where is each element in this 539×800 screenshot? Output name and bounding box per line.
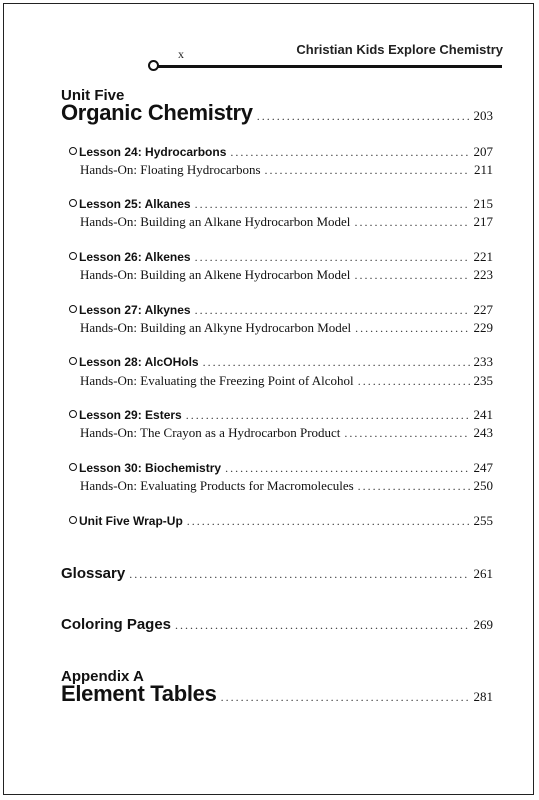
coloring-pages-entry (61, 616, 493, 633)
lesson-entry (69, 407, 493, 423)
hands-on-title: Hands-On: Evaluating the Freezing Point of Alcohol (80, 373, 354, 388)
lesson-entry (69, 196, 493, 212)
dot-leader (344, 426, 469, 441)
hands-on-entry (80, 320, 493, 336)
hands-on-entry (80, 478, 493, 494)
dot-leader (221, 690, 470, 705)
wrap-up-title: Unit Five Wrap-Up (79, 514, 183, 528)
appendix-label: Appendix A (61, 668, 144, 685)
dot-leader (355, 321, 469, 336)
unit-title-entry (61, 100, 493, 126)
dot-leader (354, 215, 469, 230)
hands-on-title: Hands-On: Evaluating Products for Macromolecules (80, 478, 354, 493)
hands-on-page: 235 (473, 373, 493, 388)
hands-on-page: 243 (473, 425, 493, 440)
glossary-page: 261 (473, 566, 493, 581)
dot-leader (225, 461, 469, 476)
lesson-entry (69, 302, 493, 318)
lesson-page: 207 (473, 144, 493, 159)
lesson-title: Lesson 30: Biochemistry (79, 461, 222, 475)
hands-on-title: Hands-On: The Crayon as a Hydrocarbon Product (80, 425, 341, 440)
hands-on-entry (80, 267, 493, 283)
hands-on-page: 223 (473, 267, 493, 282)
dot-leader (195, 303, 470, 318)
page-number: x (178, 47, 184, 61)
lesson-page: 227 (473, 302, 493, 317)
book-page (3, 3, 534, 795)
appendix-title-entry (61, 681, 493, 707)
dot-leader (257, 109, 470, 124)
hands-on-entry (80, 425, 493, 441)
dot-leader (187, 514, 470, 529)
hands-on-page: 217 (473, 214, 493, 229)
lesson-page: 241 (473, 407, 493, 422)
lesson-title: Lesson 27: Alkynes (79, 303, 191, 317)
wrap-up-entry (69, 513, 493, 529)
dot-leader (354, 268, 469, 283)
hands-on-page: 211 (473, 162, 493, 177)
unit-label: Unit Five (61, 87, 125, 104)
coloring-pages-page: 269 (473, 617, 493, 632)
hands-on-entry (80, 373, 493, 389)
hands-on-title: Hands-On: Building an Alkane Hydrocarbon Model (80, 214, 351, 229)
appendix-page: 281 (473, 689, 493, 704)
hands-on-entry (80, 214, 493, 230)
lesson-title: Lesson 28: AlcOHols (79, 355, 199, 369)
hands-on-title: Hands-On: Building an Alkyne Hydrocarbon Model (80, 320, 352, 335)
hands-on-page: 229 (473, 320, 493, 335)
ring-bullet-icon (69, 199, 77, 207)
ring-bullet-icon (69, 463, 77, 471)
dot-leader (265, 163, 470, 178)
lesson-entry (69, 354, 493, 370)
dot-leader (230, 145, 469, 160)
lesson-title: Lesson 26: Alkenes (79, 250, 191, 264)
lesson-entry (69, 460, 493, 476)
table-of-contents (4, 4, 533, 794)
unit-title: Organic Chemistry (61, 100, 253, 125)
dot-leader (175, 618, 469, 633)
lesson-title: Lesson 24: Hydrocarbons (79, 145, 227, 159)
lesson-page: 221 (473, 249, 493, 264)
lesson-title: Lesson 25: Alkanes (79, 197, 191, 211)
dot-leader (203, 355, 470, 370)
hands-on-title: Hands-On: Floating Hydrocarbons (80, 162, 261, 177)
glossary-entry (61, 565, 493, 582)
dot-leader (129, 567, 469, 582)
ring-bullet-icon (69, 410, 77, 418)
ring-bullet-icon (69, 305, 77, 313)
ring-bullet-icon (69, 516, 77, 524)
lesson-entry (69, 249, 493, 265)
coloring-pages-title: Coloring Pages (61, 616, 172, 633)
hands-on-entry (80, 162, 493, 178)
appendix-title: Element Tables (61, 681, 217, 706)
unit-page: 203 (473, 108, 493, 123)
wrap-up-page: 255 (473, 513, 493, 528)
lesson-page: 233 (473, 354, 493, 369)
running-head: Christian Kids Explore Chemistry (296, 42, 503, 57)
dot-leader (195, 197, 470, 212)
hands-on-page: 250 (473, 478, 493, 493)
lesson-title: Lesson 29: Esters (79, 408, 182, 422)
ring-bullet-icon (69, 252, 77, 260)
lesson-page: 247 (473, 460, 493, 475)
lesson-page: 215 (473, 196, 493, 211)
ring-bullet-icon (69, 357, 77, 365)
dot-leader (358, 374, 470, 389)
dot-leader (186, 408, 470, 423)
lesson-entry (69, 144, 493, 160)
hands-on-title: Hands-On: Building an Alkene Hydrocarbon Model (80, 267, 351, 282)
ring-bullet-icon (69, 147, 77, 155)
glossary-title: Glossary (61, 565, 126, 582)
dot-leader (195, 250, 470, 265)
dot-leader (358, 479, 470, 494)
